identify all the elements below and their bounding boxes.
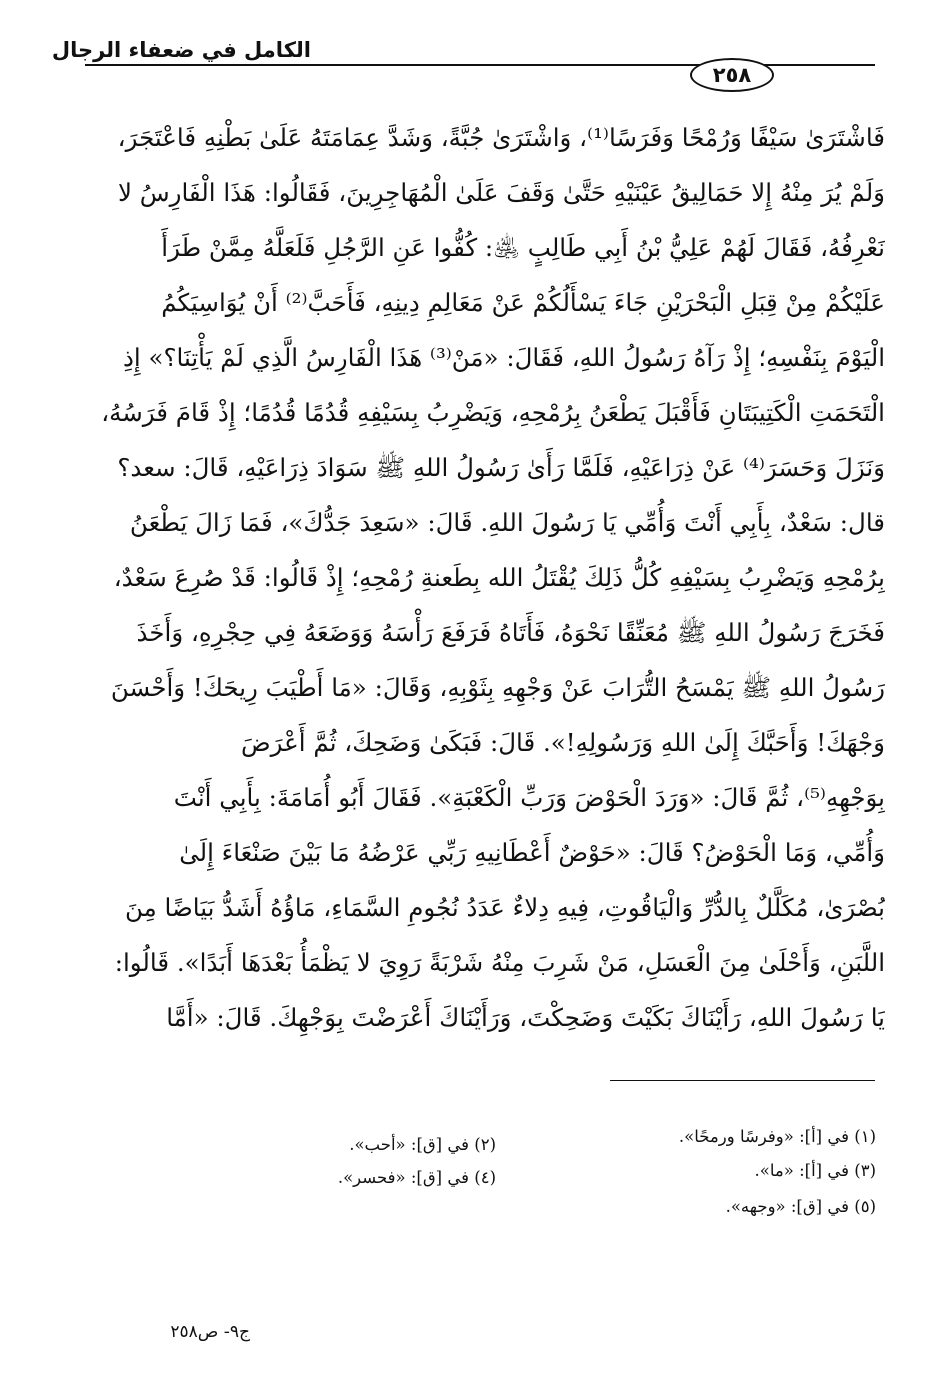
page-number-oval (690, 58, 774, 92)
page-reference: ج٩- ص٢٥٨ (170, 1322, 250, 1342)
page-number: ٢٥٨ (712, 63, 752, 87)
text-line: بِرُمْحِهِ وَيَضْرِبُ بِسَيْفِهِ كُلُّ ذَلِكَ يُقْتَلُ الله بِطَعنةِ رُمْحِهِ؛ إِذْ قَالُوا: قَدْ صُرِعَ سَعْدٌ، (113, 563, 885, 592)
text-line: قال: سَعْدٌ، بِأَبِي أَنْتَ وَأُمِّي يَا رَسُولَ اللهِ. قَالَ: «سَعِدَ جَدُّكَ»، فَمَا زَالَ يَطْعَنُ (129, 508, 885, 537)
text-line: نَعْرِفُهُ، فَقَالَ لَهُمْ عَلِيُّ بْنُ أَبِي طَالِبٍ ﵁: كُفُّوا عَنِ الرَّجُلِ فَلَعَلَّهُ مِمَّنْ طَرَأَ (161, 233, 885, 262)
footnote-3: (٣) في [أ]: «ما». (754, 1161, 876, 1180)
text-line: وَجْهَكَ! وَأَحَبَّكَ إِلَىٰ اللهِ وَرَسُولِهِ!». قَالَ: فَبَكَىٰ وَضَحِكَ، ثُمَّ أَعْرَضَ (241, 728, 885, 757)
text-line: عَلَيْكُمْ مِنْ قِبَلِ الْبَحْرَيْنِ جَاءَ يَسْأَلُكُمْ عَنْ مَعَالِمِ دِينِهِ، فَأَحَبَّ⁽²⁾ أَنْ يُوَاسِيَكُمُ (161, 288, 885, 317)
running-header-title: الكامل في ضعفاء الرجال (51, 38, 311, 62)
text-line: وَنَزَلَ وَحَسَرَ⁽⁴⁾ عَنْ ذِرَاعَيْهِ، فَلَمَّا رَأَىٰ رَسُولُ اللهِ ﷺ سَوَادَ ذِرَاعَيْهِ، قَالَ: سعد؟ (117, 453, 885, 482)
footnote-4: (٤) في [ق]: «فحسر». (337, 1168, 496, 1187)
text-line: فَاشْتَرَىٰ سَيْفًا وَرُمْحًا وَفَرَسًا⁽¹⁾، وَاشْتَرَىٰ جُبَّةً، وَشَدَّ عِمَامَتَهُ عَلَىٰ بَطْنِهِ فَاعْتَجَرَ، (117, 123, 885, 152)
text-line: يَا رَسُولَ اللهِ، رَأَيْنَاكَ بَكَيْتَ وَضَحِكْتَ، وَرَأَيْنَاكَ أَعْرَضْتَ بِوَجْهِكَ. قَالَ: «أَمَّا (166, 1003, 885, 1032)
text-line: رَسُولُ اللهِ ﷺ يَمْسَحُ التُّرَابَ عَنْ وَجْهِهِ بِثَوْبِهِ، وَقَالَ: «مَا أَطْيَبَ رِيحَكَ! وَأَحْسَنَ (110, 673, 885, 702)
text-line: الْيَوْمَ بِنَفْسِهِ؛ إِذْ رَآهُ رَسُولُ اللهِ، فَقَالَ: «مَنْ⁽³⁾ هَذَا الْفَارِسُ الَّذِي لَمْ يَأْتِنَا؟» إِذِ (122, 343, 885, 372)
text-line: بُصْرَىٰ، مُكَلَّلٌ بِالدُّرِّ وَالْيَاقُوتِ، فِيهِ دِلاءٌ عَدَدُ نُجُومِ السَّمَاءِ، مَاؤُهُ أَشَدُّ بَيَاضًا مِنَ (124, 893, 885, 922)
text-line: وَلَمْ يُرَ مِنْهُ إِلا حَمَالِيقُ عَيْنَيْهِ حَتَّىٰ وَقَفَ عَلَىٰ الْمُهَاجِرِينَ، فَقَالُوا: هَذَا الْفَارِسُ لا (117, 178, 885, 207)
main-text (80, 110, 885, 1045)
footnote-1: (١) في [أ]: «وفرسًا ورمحًا». (678, 1127, 876, 1146)
footnote-rule (610, 1080, 875, 1081)
footnote-5: (٥) في [ق]: «وجهه». (725, 1197, 876, 1216)
text-line: الْتَحَمَتِ الْكَتِيبَتَانِ فَأَقْبَلَ يَطْعَنُ بِرُمْحِهِ، وَيَضْرِبُ بِسَيْفِهِ قُدُمًا قُدُمًا؛ إِذْ قَامَ فَرَسُهُ، (101, 398, 885, 427)
text-line: اللَّبَنِ، وَأَحْلَىٰ مِنَ الْعَسَلِ، مَنْ شَرِبَ مِنْهُ شَرْبَةً رَوِيَ لا يَظْمَأُ بَعْدَهَا أَبَدًا». قَالُوا: (114, 948, 885, 977)
text-line: وَأُمِّي، وَمَا الْحَوْضُ؟ قَالَ: «حَوْضٌ أَعْطَانِيهِ رَبِّي عَرْضُهُ مَا بَيْنَ صَنْعَاءَ إِلَىٰ (179, 838, 885, 867)
text-line: بِوَجْهِهِ⁽⁵⁾، ثُمَّ قَالَ: «وَرَدَ الْحَوْضَ وَرَبِّ الْكَعْبَةِ». فَقَالَ أَبُو أُمَامَةَ: بِأَبِي أَنْتَ (173, 783, 885, 812)
footnote-2: (٢) في [ق]: «أحب». (349, 1135, 496, 1154)
text-line: فَخَرَجَ رَسُولُ اللهِ ﷺ مُعَنِّقًا نَحْوَهُ، فَأَتَاهُ فَرَفَعَ رَأْسَهُ وَوَضَعَهُ فِي حِجْرِهِ، وَأَخَذَ (136, 618, 885, 647)
